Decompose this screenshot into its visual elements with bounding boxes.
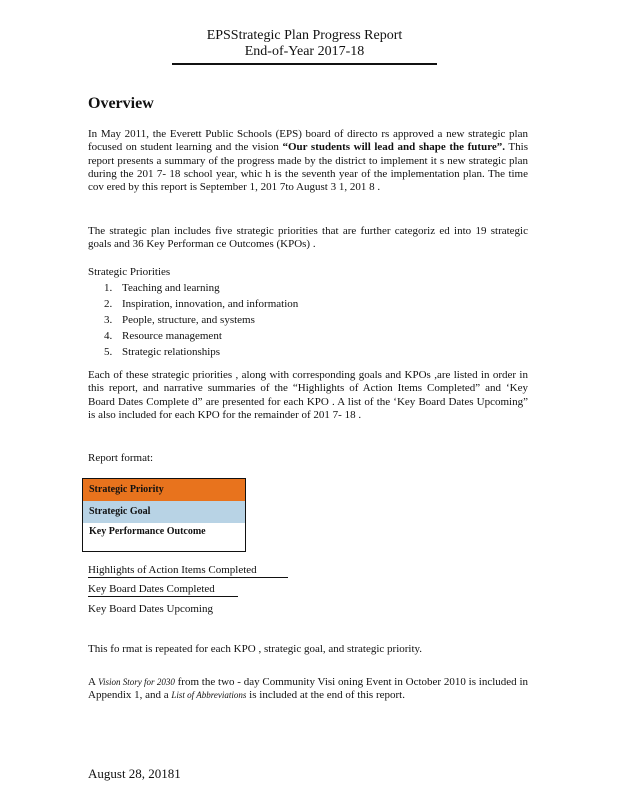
list-item bbox=[104, 344, 298, 360]
overview-paragraph-4: This fo rmat is repeated for each KPO , strategic goal, and strategic priority. bbox=[88, 643, 423, 655]
format-item-label: Key Board Dates Upcoming bbox=[88, 603, 213, 615]
format-item-upcoming bbox=[88, 603, 213, 615]
p5-vision-story: Vision Story for 2030 bbox=[98, 677, 175, 687]
p5-text-c: is included at the end of this report. bbox=[246, 689, 405, 702]
p1-text-a: In May 2011, the Everett Public Schools (EPS) board of directo rs approved a new strategic plan focused on student learning and the vision bbox=[88, 128, 528, 154]
p1-vision-quote: “Our students will lead and shape the future”. bbox=[282, 141, 506, 154]
p1-text-b: This report presents a summary of the progress made by the district to implement it s new strategic plan during the 201 7- 18 school year, whic h is the seventh year of the implementation plan. The time cov ered by this report is September 1, 201 7to August 3 1, 201 8 . bbox=[88, 141, 528, 194]
report-header bbox=[172, 28, 437, 60]
p5-text-b: from the two - day Community Visi oning Event in October 2010 is included in Appendix 1, and a bbox=[88, 676, 528, 702]
format-underline bbox=[88, 596, 238, 597]
list-item-number: 5. bbox=[104, 346, 113, 358]
priorities-title: Strategic Priorities bbox=[88, 266, 171, 278]
format-row-kpo: Key Performance Outcome bbox=[83, 523, 245, 551]
format-item-label: Highlights of Action Items Completed bbox=[88, 564, 257, 576]
overview-paragraph-5 bbox=[88, 676, 528, 703]
format-row-goal: Strategic Goal bbox=[83, 501, 245, 523]
format-item-completed bbox=[88, 583, 215, 595]
format-item-label: Key Board Dates Completed bbox=[88, 583, 215, 595]
format-row-priority: Strategic Priority bbox=[83, 479, 245, 501]
footer-date: August 28, 20181 bbox=[88, 766, 181, 781]
overview-paragraph-2: The strategic plan includes five strategic priorities that are further categoriz ed into 19 strategic goals and 36 Key Performan ce Outcomes (KPOs) . bbox=[88, 225, 528, 251]
report-format-label: Report format: bbox=[88, 452, 154, 464]
list-item bbox=[104, 280, 298, 296]
list-item-label: Inspiration, innovation, and information bbox=[122, 298, 299, 310]
list-item-number: 4. bbox=[104, 330, 113, 342]
overview-paragraph-1 bbox=[88, 128, 528, 194]
list-item bbox=[104, 312, 298, 328]
list-item-number: 2. bbox=[104, 298, 113, 310]
report-title: EPSStrategic Plan Progress Report bbox=[206, 28, 403, 43]
list-item-label: Teaching and learning bbox=[122, 282, 220, 294]
list-item-label: Resource management bbox=[122, 330, 222, 342]
format-underline bbox=[88, 577, 288, 578]
list-item-label: People, structure, and systems bbox=[122, 314, 255, 326]
overview-paragraph-3: Each of these strategic priorities , along with corresponding goals and KPOs ,are listed in order in this report, and narrative summaries of the “Highlights of Action Items Completed” and ‘Key Board Dates Complete d” are presented for each KPO . A list of the ‘Key Board Dates Upcoming” is also included for each KPO for the remainder of 201 7- 18 . bbox=[88, 369, 528, 421]
format-table bbox=[82, 478, 246, 552]
p5-text-a: A bbox=[88, 676, 99, 688]
priorities-list bbox=[104, 280, 298, 360]
list-item-label: Strategic relationships bbox=[122, 346, 221, 358]
list-item bbox=[104, 296, 298, 312]
report-subtitle: End-of-Year 2017-18 bbox=[244, 44, 365, 59]
header-rule bbox=[172, 63, 437, 65]
list-item bbox=[104, 328, 298, 344]
p5-abbreviations: List of Abbreviations bbox=[171, 690, 247, 701]
list-item-number: 3. bbox=[104, 314, 113, 326]
overview-heading: Overview bbox=[88, 95, 154, 112]
format-item-highlights bbox=[88, 564, 257, 576]
list-item-number: 1. bbox=[104, 282, 113, 294]
